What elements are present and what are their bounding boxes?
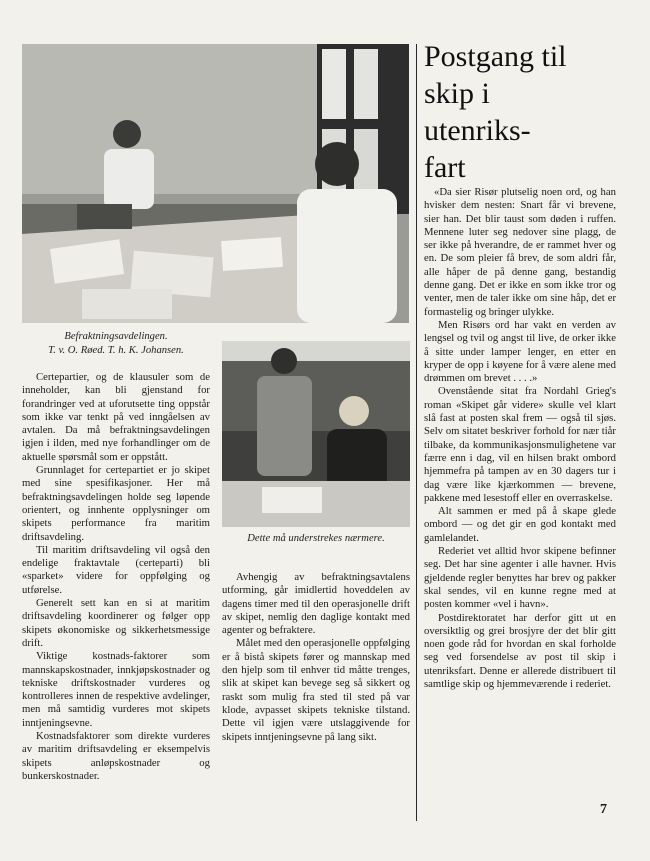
paragraph: Viktige kostnads-faktorer som mannskapskostnader, innkjøpskostnader og tekniske driftskostnader vurderes og kontrolleres innen de respektive avdelinger, men må samtidig vurderes mot skipets inntjeningsevne. — [22, 650, 210, 729]
paragraph: Til maritim driftsavdeling vil også den endelige fraktavtale (certeparti) bli «sparket» videre for oppfølging og utførelse. — [22, 543, 210, 596]
photo2-caption — [222, 532, 410, 546]
photo2-caption-text: Dette må understrekes nærmere. — [247, 533, 385, 544]
paragraph: Men Risørs ord har vakt en verden av lengsel og tvil og angst til live, de orker ikke å sitte under lamper lenger, en etter en kryper de opp i køyene for å være alene med drømmen om brevet . . . .» — [424, 318, 616, 385]
paragraph: Postdirektoratet har derfor gitt ut en oversiktlig og grei brosjyre der det blir gitt noen gode råd for hvordan en skal forholde seg ved forsendelse av post til skip i utenriksfart. Denne er allerede distribuert til samtlige skip og hjemmeværende i rederiet. — [424, 611, 616, 690]
headline-line: Postgang til — [424, 40, 567, 73]
office-photo-two-people — [222, 341, 410, 527]
paragraph: Ovenstående sitat fra Nordahl Grieg's roman «Skipet går videre» skulle vel klart slå fast at posten skal frem — også til sjøs. Selv om sitatet beskriver forhold for nær tiår tilbake, da kommunikasjonsmulighetene var færre enn i dag, vil en hilsen brakt ombord hjemmefra på tampen av en 30 dagers tur i dag være like kjærkommen — brevene, pakkene med lesestoff eller en overraskelse. — [424, 385, 616, 504]
office-photo-icon — [22, 44, 409, 323]
right-text-column — [424, 186, 616, 691]
office-photo-chartering-department — [22, 44, 409, 323]
paragraph: «Da sier Risør plutselig noen ord, og han hvisker dem nesten: Snart får vi brevene, sier han. Det blir taust som døden i ruffen. Mennene luter seg nedover sine plagg, de ser ikke på hverandre, de er rammet hver og en. De som pleier få brev, de som aldri får, alle håper de på denne gang, bestandig denne gang. Det er ikke en som ikke tror og venter, men de taler ikke om sine håp, det er formastelig og bringer ulykke. — [424, 186, 616, 318]
photo1-caption-title: Befraktningsavdelingen. — [64, 331, 168, 342]
photo1-caption-names: T. v. O. Røed. T. h. K. Johansen. — [48, 345, 184, 356]
paragraph: Grunnlaget for certepartiet er jo skipet med sine spesifikasjoner. Her må befraktningsavdelingen holde seg løpende orientert, og innhente opplysninger om skipets performance fra maritim driftsavdeling. — [22, 464, 210, 543]
office-photo-icon — [222, 341, 410, 527]
headline-line: skip i — [424, 77, 490, 110]
paragraph: Alt sammen er med på å skape glede ombord — og det gir en god kontakt med gamlelandet. — [424, 505, 616, 544]
page-number: 7 — [600, 802, 607, 817]
paragraph: Målet med den operasjonelle oppfølging er å bistå skipets fører og mannskap med den hjelp som til enhver tid måtte trenges, slik at skipet kan bevege seg så sikkert og raskt som mulig fra sted til sted på var klode, avpasset skipets tekniske tilstand. Dette vil igjen være utslaggivende for skipets inntjeningsevne på lang sikt. — [222, 637, 410, 743]
paragraph: Generelt sett kan en si at maritim driftsavdeling koordinerer og følger opp skipets økonomiske og sikkerhetsmessige drift. — [22, 597, 210, 649]
headline-line: utenriks- — [424, 114, 531, 147]
paragraph: Kostnadsfaktorer som direkte vurderes av maritim driftsavdeling er eksempelvis skipets anløpskostnader og bunkerskostnader. — [22, 730, 210, 782]
photo1-caption — [22, 330, 210, 358]
left-text-column — [22, 371, 210, 783]
article-headline — [424, 38, 624, 186]
paragraph: Rederiet vet alltid hvor skipene befinner seg. Det har sine agenter i alle havner. Hvis gjeldende regler benyttes har brev og pakker skal sendes, vil en kunne regne med at posten kommer «vel i havn». — [424, 545, 616, 611]
paragraph: Certepartier, og de klausuler som de inneholder, kan bli gjenstand for forandringer ved at uforutsette ting oppstår som ikke var tenkt på ved inngåelsen av avtalen. Da må befraktningsavdelingen igjen i ilden, med nye forhandlinger om de aktuelle spørsmål som er oppstått. — [22, 371, 210, 463]
paragraph: Avhengig av befraktningsavtalens utforming, går imidlertid hoveddelen av dagens timer med til den operasjonelle drift av skipet, nemlig den daglige kontakt med agenter og befraktere. — [222, 571, 410, 637]
headline-line: fart — [424, 151, 466, 184]
middle-text-column — [222, 571, 410, 744]
column-divider — [416, 44, 417, 821]
